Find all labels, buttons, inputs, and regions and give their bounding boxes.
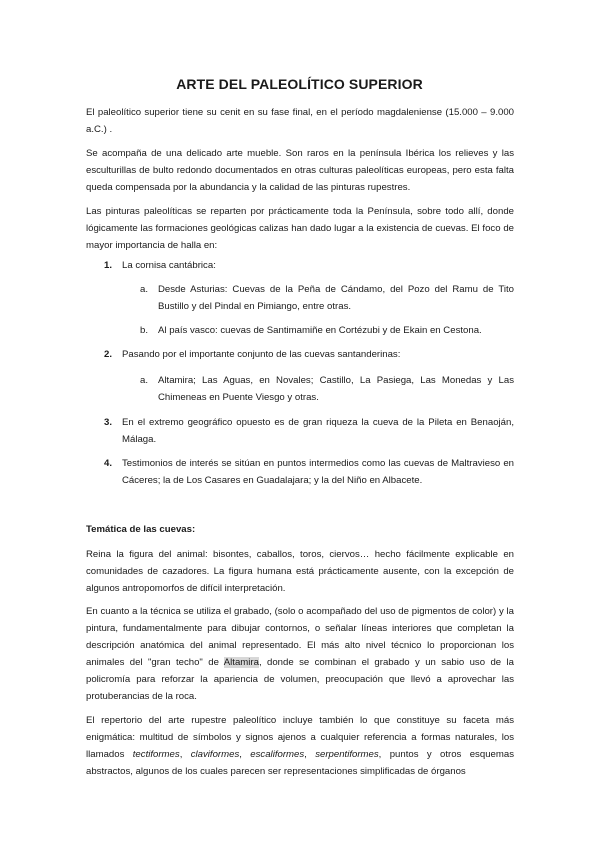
separator: , bbox=[179, 749, 191, 760]
sub-letter-1b: b. bbox=[140, 325, 149, 336]
term-tectiformes: tectiformes bbox=[132, 749, 180, 760]
separator: , bbox=[239, 749, 251, 760]
paragraph-pinturas: Las pinturas paleolíticas se reparten por prácticamente toda la Península, sobre todo allí, donde lógicamente las formaciones geológicas calizas han dado lugar a la existencia de cuevas. El foco de mayor importancia de halla en: bbox=[86, 206, 514, 251]
list-number-4: 4. bbox=[104, 458, 113, 469]
sub-letter-1a: a. bbox=[140, 284, 149, 295]
term-escaliformes: escaliformes bbox=[250, 749, 305, 760]
list-item-1: La cornisa cantábrica: bbox=[122, 260, 216, 271]
sub-item-2a: Altamira; Las Aguas, en Novales; Castillo, La Pasiega, Las Monedas y Las Chimeneas en Puente Viesgo y otras. bbox=[158, 375, 514, 403]
sub-item-1a: Desde Asturias: Cuevas de la Peña de Cándamo, del Pozo del Ramu de Tito Bustillo y del Pindal en Pimiango, entre otras. bbox=[158, 284, 514, 312]
tecnica-text-end: , donde se combinan el grabado y un sabio uso de la policromía para reforzar la apariencia de volumen, preocupación que llevó a aprovechar las protuberancias de la roca. bbox=[86, 657, 514, 702]
highlighted-altamira: Altamira bbox=[223, 657, 259, 668]
list-item-2: Pasando por el importante conjunto de las cuevas santanderinas: bbox=[122, 349, 401, 360]
term-claviformes: claviformes bbox=[190, 749, 240, 760]
page-title: ARTE DEL PALEOLÍTICO SUPERIOR bbox=[176, 76, 423, 92]
separator: , bbox=[304, 749, 316, 760]
tecnica-text-start: En cuanto a la técnica se utiliza el grabado, (solo o acompañado del uso de pigmentos de color) y la pintura, fundamentalmente para dibujar contornos, o señalar líneas interiores que completan la descripción anatómica del animal representado. El más alto nivel técnico lo proporcionan los animales del "gran techo" de bbox=[86, 606, 514, 668]
list-number-2: 2. bbox=[104, 349, 113, 360]
term-serpentiformes: serpentiformes bbox=[315, 749, 379, 760]
list-number-3: 3. bbox=[104, 417, 113, 428]
paragraph-arte-mueble: Se acompaña de una delicado arte mueble. Son raros en la península Ibérica los relieves y las esculturillas de bulto redondo documentados en otras culturas paleolíticas europeas, pero esta falta queda compensada por la abundancia y la calidad de las pinturas rupestres. bbox=[86, 148, 514, 193]
paragraph-tecnica bbox=[86, 603, 514, 705]
list-item-4: Testimonios de interés se sitúan en puntos intermedios como las cuevas de Maltravieso en Cáceres; la de Los Casares en Guadalajara; y la del Niño en Albacete. bbox=[122, 458, 514, 486]
list-item-3: En el extremo geográfico opuesto es de gran riqueza la cueva de la Pileta en Benaoján, Málaga. bbox=[122, 417, 514, 445]
list-number-1: 1. bbox=[104, 260, 113, 271]
paragraph-tematica: Reina la figura del animal: bisontes, caballos, toros, ciervos… hecho fácilmente explicable en comunidades de cazadores. La figura humana está prácticamente ausente, con la excepción de algunos antropomorfos de difícil interpretación. bbox=[86, 549, 514, 594]
repertorio-text-start: El repertorio del arte rupestre paleolítico incluye también lo que constituye su faceta más enigmática: multitud de símbolos y signos ajenos a cualquier referencia a formas naturales, los llamados bbox=[86, 715, 514, 760]
sub-item-1b: Al país vasco: cuevas de Santimamiñe en Cortézubi y de Ekain en Cestona. bbox=[158, 325, 482, 336]
section-heading-tematica: Temática de las cuevas: bbox=[86, 524, 196, 535]
paragraph-intro: El paleolítico superior tiene su cenit en su fase final, en el período magdaleniense (15.000 – 9.000 a.C.) . bbox=[86, 107, 514, 135]
paragraph-repertorio bbox=[86, 712, 514, 780]
sub-letter-2a: a. bbox=[140, 375, 149, 386]
repertorio-text-end: , puntos y otros esquemas abstractos, algunos de los cuales parecen ser representaciones simplificadas de órganos bbox=[86, 749, 514, 777]
